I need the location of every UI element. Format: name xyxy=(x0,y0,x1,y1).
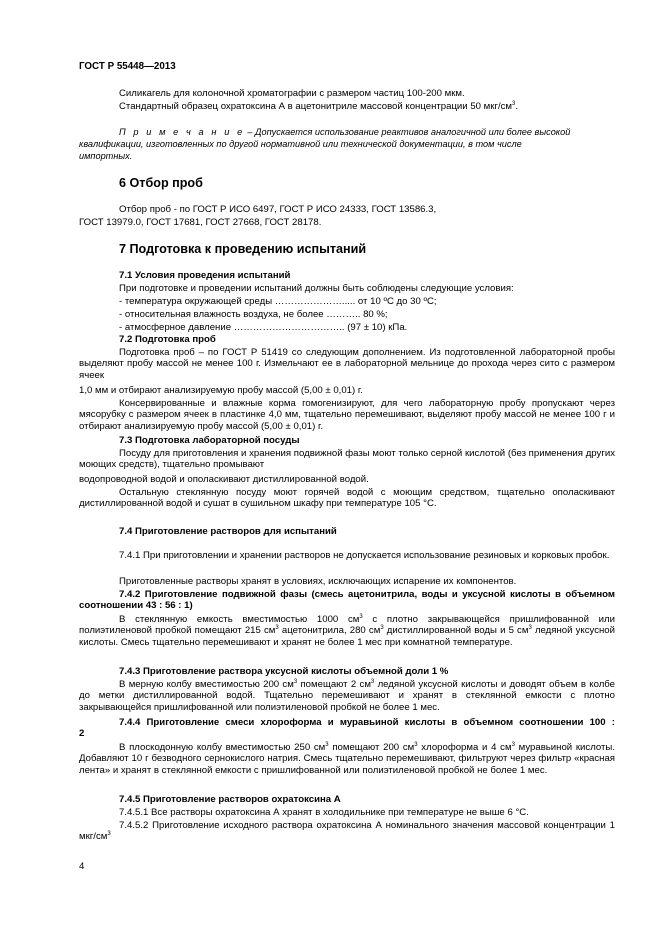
section-7-1-title: 7.1 Условия проведения испытаний xyxy=(119,270,291,281)
condition-temperature: - температура окружающей среды …………………..... от 10 ºС до 30 ºС; xyxy=(119,296,437,307)
section-7-title: 7 Подготовка к проведению испытаний xyxy=(119,242,367,256)
section-6-line-1: Отбор проб - по ГОСТ Р ИСО 6497, ГОСТ Р ИСО 24333, ГОСТ 13586.3, xyxy=(119,204,437,215)
paragraph-7-4-5-1: 7.4.5.1 Все растворы охратоксина А хранят в холодильнике при температуре не выше 6 °С. xyxy=(119,807,529,818)
sample-prep-paragraph-1-end: 1,0 мм и отбирают анализируемую пробу массой (5,00 ± 0,01) г. xyxy=(79,385,363,396)
section-7-3-title: 7.3 Подготовка лабораторной посуды xyxy=(119,435,300,446)
materials-line-1: Силикагель для колоночной хроматографии с размером частиц 100-200 мкм. xyxy=(119,88,465,99)
paragraph-7-4-4: В плоскодонную колбу вместимостью 250 $см^3$ помещают 200 $см^3$ хлороформа и 4 $см^3$ муравьиной кислоты. Добавляют 10 г безводного сернокислого натрия. Смесь тщательно перемешивают, фильтруют через фильтр «красная лента» и хранят в стеклянной емкости с пришлифованной или полиэтиленовой пробкой не более 1 мес. xyxy=(79,741,615,776)
section-7-2-title: 7.2 Подготовка проб xyxy=(119,334,216,345)
note-label: П р и м е ч а н и е xyxy=(119,127,245,137)
section-7-4-title: 7.4 Приготовление растворов для испытаний xyxy=(119,526,337,537)
glassware-paragraph-1: Посуду для приготовления и хранения подвижной фазы моют только серной кислотой (без применения других моющих средств), тщательно промывают xyxy=(79,448,615,471)
glassware-paragraph-2: Остальную стеклянную посуду моют горячей водой с моющим средством, тщательно ополаскивают дистиллированной водой и сушат в сушильном шкафу при температуре 105 °С. xyxy=(79,487,615,510)
heading-7-4-2: 7.4.2 Приготовление подвижной фазы (смесь ацетонитрила, воды и уксусной кислоты в объемном соотношении 43 : 56 : 1) xyxy=(79,589,615,612)
heading-7-4-5: 7.4.5 Приготовление растворов охратоксина А xyxy=(119,794,341,805)
section-6-title: 6 Отбор проб xyxy=(119,176,203,190)
materials-line-2: Стандартный образец охратоксина А в ацетонитриле массовой концентрации 50 мкг/$см^3$. xyxy=(119,100,519,112)
section-6-line-2: ГОСТ 13979.0, ГОСТ 17681, ГОСТ 27668, ГОСТ 28178. xyxy=(79,217,322,228)
condition-humidity: - относительная влажность воздуха, не более ……….. 80 %; xyxy=(119,309,388,320)
heading-7-4-4: 7.4.4 Приготовление смеси хлороформа и муравьиной кислоты в объемном соотношении 100 : 2 xyxy=(79,717,615,740)
glassware-paragraph-1-end: водопроводной водой и ополаскивают дистиллированной водой. xyxy=(79,474,369,485)
conditions-intro: При подготовке и проведении испытаний должны быть соблюдены следующие условия: xyxy=(119,283,514,294)
note-line-1: П р и м е ч а н и е – Допускается использование реактивов аналогичной или более высокой xyxy=(119,127,571,137)
sample-prep-paragraph-1: Подготовка проб – по ГОСТ Р 51419 со следующим дополнением. Из подготовленной лабораторной пробы выделяют пробу массой не менее 100 г. Измельчают ее в лабораторной мельнице до прохода через сито с размером ячеек xyxy=(79,347,615,381)
page-number: 4 xyxy=(79,861,85,872)
paragraph-7-4-2: В стеклянную емкость вместимостью 1000 $см^3$ с плотно закрывающейся пришлифованной или полиэтиленовой пробкой помещают 215 $см^3$ ацетонитрила, 280 $см^3$ дистиллированной воды и 5 $см^3$ ледяной уксусной кислоты. Смесь тщательно перемешивают и хранят не более 1 мес при комнатной температуре. xyxy=(79,613,616,648)
note-line-3: импортных. xyxy=(79,151,133,161)
heading-7-4-3: 7.4.3 Приготовление раствора уксусной кислоты объемной доли 1 % xyxy=(119,666,449,677)
document-header: ГОСТ Р 55448—2013 xyxy=(79,61,176,72)
sample-prep-paragraph-2: Консервированные и влажные корма гомогенизируют, для чего лабораторную пробу пропускают через мясорубку с размером ячеек в пластинке 4,0 мм, тщательно перемешивают, выделяют пробу массой не менее 100 г и отбирают анализируемую пробу массой (5,00 ± 0,01) г. xyxy=(79,398,615,432)
condition-pressure: - атмосферное давление …………………………….. (97 ± 10) кПа. xyxy=(119,322,408,333)
paragraph-7-4-5-2: 7.4.5.2 Приготовление исходного раствора охратоксина А номинального значения массовой концентрации 1 мкг/$см^3$ xyxy=(79,820,615,843)
paragraph-7-4-3: В мерную колбу вместимостью 200 $см^3$ помещают 2 $см^3$ ледяной уксусной кислоты и доводят объем в колбе до метки дистиллированной водой. Тщательно перемешивают и хранят в стеклянной емкости с плотно закрывающейся пришлифованной или полиэтиленовой пробкой не более 1 мес. xyxy=(79,678,616,713)
paragraph-7-4-1-b: Приготовленные растворы хранят в условиях, исключающих испарение их компонентов. xyxy=(119,576,517,587)
paragraph-7-4-1: 7.4.1 При приготовлении и хранении растворов не допускается использование резиновых и корковых пробок. xyxy=(119,550,610,561)
note-line-2: квалификации, изготовленных по другой нормативной или технической документации, в том числе xyxy=(79,139,522,149)
